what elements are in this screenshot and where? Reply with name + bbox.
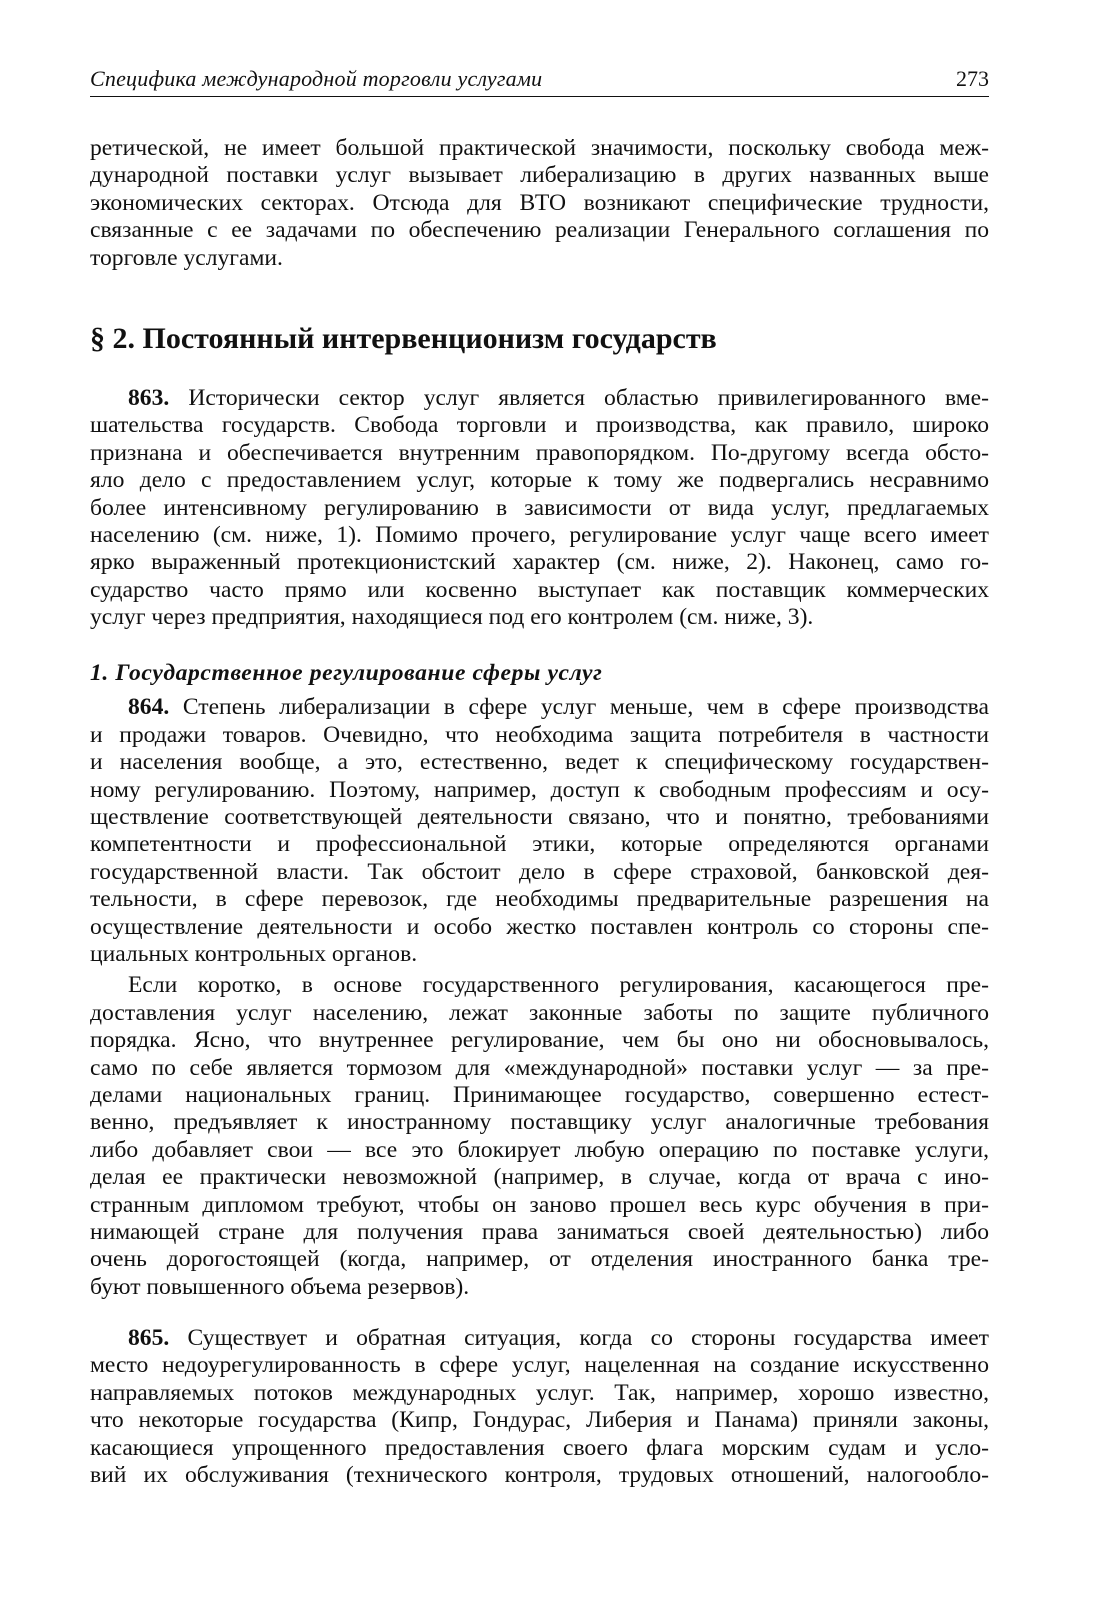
text-line: сударство часто прямо или косвенно выступает как поставщик коммерческих	[90, 576, 989, 603]
text-line: компетентности и профессиональной этики, которые определяются органами	[90, 831, 989, 858]
text-line	[90, 694, 989, 721]
text-line: венно, предъявляет к иностранному поставщику услуг аналогичные требования	[90, 1109, 989, 1136]
text-line: дународной поставки услуг вызывает либерализацию в других названных выше	[90, 162, 989, 189]
running-title: Специфика международной торговли услугами	[90, 66, 543, 91]
paragraph-864-continued	[90, 972, 989, 1301]
paragraph-number: 863.	[128, 384, 170, 411]
running-header	[90, 60, 989, 97]
text-line: циальных контрольных органов.	[90, 940, 418, 967]
text-line: связанные с ее задачами по обеспечению реализации Генерального соглашения по	[90, 217, 989, 244]
text-line: касающиеся упрощенного предоставления своего флага морским судам и усло-	[90, 1434, 989, 1461]
text-line: вий их обслуживания (технического контроля, трудовых отношений, налогообло-	[90, 1462, 989, 1489]
text-line: направляемых потоков международных услуг. Так, например, хорошо известно,	[90, 1379, 989, 1406]
text-line: более интенсивному регулированию в зависимости от вида услуг, предлагаемых	[90, 494, 989, 521]
text-line: делая ее практически невозможной (например, в случае, когда от врача с ино-	[90, 1164, 989, 1191]
text-line: странным дипломом требуют, чтобы он заново прошел весь курс обучения в при-	[90, 1191, 989, 1218]
text-line: порядка. Ясно, что внутреннее регулирование, чем бы оно ни обосновывалось,	[90, 1027, 989, 1054]
text-line: населению (см. ниже, 1). Помимо прочего, регулирование услуг чаще всего имеет	[90, 521, 989, 548]
text-fragment: Существует и обратная ситуация, когда со стороны государства имеет	[169, 1325, 989, 1352]
paragraph-number: 865.	[128, 1325, 170, 1352]
text-line: и продажи товаров. Очевидно, что необходима защита потребителя в частности	[90, 721, 989, 748]
text-line	[90, 1325, 989, 1352]
text-line: нимающей стране для получения права заниматься своей деятельностью) либо	[90, 1218, 989, 1245]
text-line: доставления услуг населению, лежат законные заботы по защите публичного	[90, 999, 989, 1026]
text-line: экономических секторах. Отсюда для ВТО возникают специфические трудности,	[90, 189, 989, 216]
text-line: государственной власти. Так обстоит дело в сфере страховой, банковской дея-	[90, 858, 989, 885]
text-fragment: Степень либерализации в сфере услуг меньше, чем в сфере производства	[169, 694, 989, 721]
text-line: ярко выраженный протекционистский характер (см. ниже, 2). Наконец, само го-	[90, 549, 989, 576]
text-line: шательства государств. Свобода торговли и производства, как правило, широко	[90, 412, 989, 439]
intro-paragraph	[90, 135, 989, 272]
text-line: торговле услугами.	[90, 244, 283, 271]
text-fragment: Исторически сектор услуг является областью привилегированного вме-	[169, 384, 989, 411]
text-line: место недоурегулированность в сфере услуг, нацеленная на создание искусственно	[90, 1352, 989, 1379]
text-line: само по себе является тормозом для «международной» поставки услуг — за пре-	[90, 1054, 989, 1081]
paragraph-863	[90, 385, 989, 632]
text-line: делами национальных границ. Принимающее государство, совершенно естест-	[90, 1081, 989, 1108]
text-line: очень дорогостоящей (когда, например, от отделения иностранного банка тре-	[90, 1246, 989, 1273]
paragraph-number: 864.	[128, 694, 170, 721]
text-line: признана и обеспечивается внутренним правопорядком. По-другому всегда обсто-	[90, 439, 989, 466]
text-line: буют повышенного объема резервов).	[90, 1273, 470, 1300]
text-line: и населения вообще, а это, естественно, ведет к специфическому государствен-	[90, 749, 989, 776]
text-line: осуществление деятельности и особо жестко поставлен контроль со стороны спе-	[90, 913, 989, 940]
text-line: что некоторые государства (Кипр, Гондурас, Либерия и Панама) приняли законы,	[90, 1407, 989, 1434]
text-line: Если коротко, в основе государственного регулирования, касающегося пре-	[128, 972, 989, 999]
text-line: ному регулированию. Поэтому, например, доступ к свободным профессиям и осу-	[90, 776, 989, 803]
text-line: ществление соответствующей деятельности связано, что и понятно, требованиями	[90, 804, 989, 831]
subsection-heading: 1. Государственное регулирование сферы услуг	[90, 660, 603, 687]
text-line: тельности, в сфере перевозок, где необходимы предварительные разрешения на	[90, 886, 989, 913]
text-line	[90, 385, 989, 412]
section-heading: § 2. Постоянный интервенционизм государств	[90, 321, 717, 355]
text-line: либо добавляет свои — все это блокирует любую операцию по поставке услуги,	[90, 1136, 989, 1163]
text-line: яло дело с предоставлением услуг, которые к тому же подвергались несравнимо	[90, 467, 989, 494]
text-line: ретической, не имеет большой практической значимости, поскольку свобода меж-	[90, 135, 989, 161]
paragraph-864	[90, 694, 989, 968]
paragraph-865	[90, 1325, 989, 1489]
book-page	[90, 60, 989, 1489]
text-line: услуг через предприятия, находящиеся под его контролем (см. ниже, 3).	[90, 604, 814, 631]
page-number: 273	[956, 66, 989, 91]
